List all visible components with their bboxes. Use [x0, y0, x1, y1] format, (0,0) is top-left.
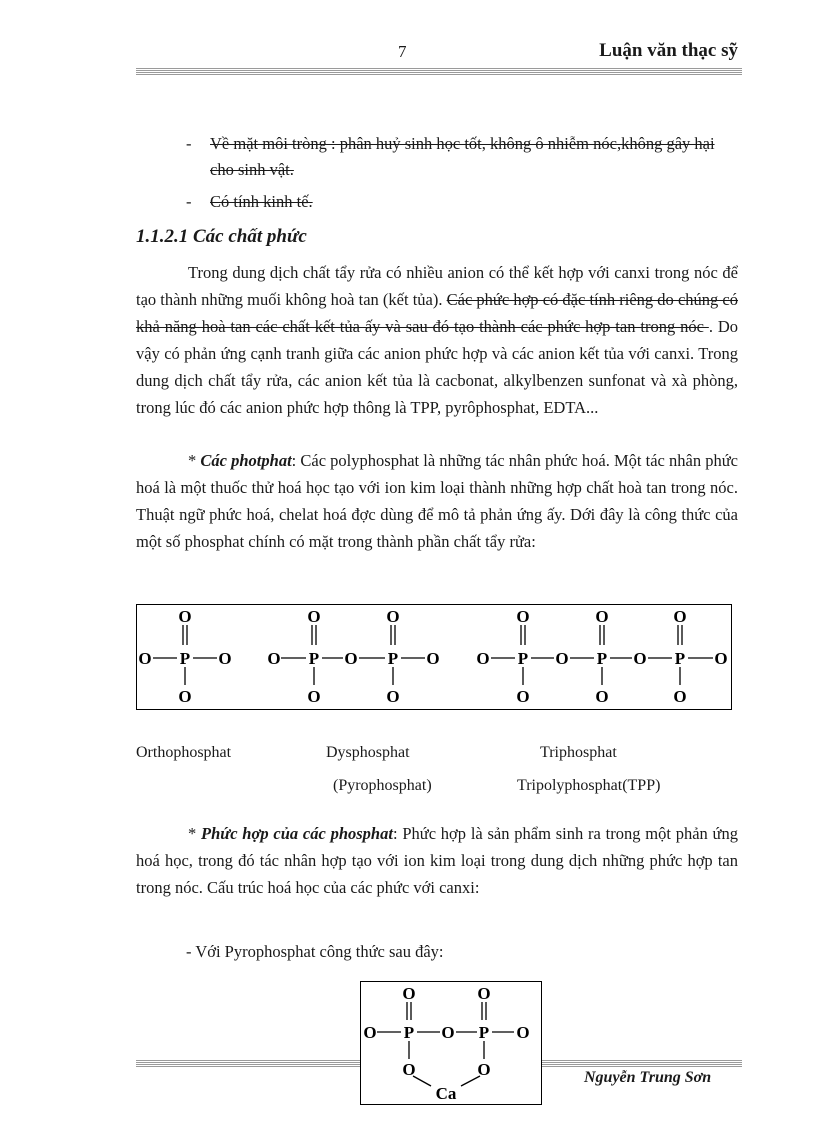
bullet-environment: Về mặt môi tròng : phân huỷ sinh học tốt, không ô nhiễm nóc,không gây hại cho sinh vật. — [210, 134, 715, 179]
atom-o: O — [555, 649, 569, 668]
bullet-marker: - — [186, 192, 192, 211]
atom-o: O — [633, 649, 647, 668]
atom-o: O — [344, 649, 358, 668]
atom-ca: Ca — [435, 1084, 457, 1103]
atom-o: O — [386, 607, 400, 626]
atom-o: O — [595, 607, 609, 626]
atom-o: O — [714, 649, 728, 668]
pyrophosphat-intro: - Với Pyrophosphat công thức sau đây: — [186, 942, 444, 961]
caption-pyrophosphat: (Pyrophosphat) — [333, 777, 432, 794]
atom-o: O — [307, 607, 321, 626]
atom-p: P — [596, 649, 608, 668]
atom-o: O — [218, 649, 232, 668]
footer-author: Nguyễn Trung Sơn — [584, 1069, 712, 1086]
atom-o: O — [138, 649, 152, 668]
calcium-pyrophosphat-structure — [361, 982, 541, 1104]
phosphate-structures-figure — [136, 604, 732, 710]
phosphate-structures — [137, 605, 731, 709]
atom-o: O — [178, 607, 192, 626]
atom-o: O — [516, 1023, 530, 1042]
atom-o: O — [477, 1060, 491, 1079]
caption-dysphosphat: Dysphosphat — [326, 744, 410, 761]
atom-p: P — [478, 1023, 490, 1042]
atom-p: P — [179, 649, 191, 668]
atom-p: P — [308, 649, 320, 668]
atom-p: P — [517, 649, 529, 668]
bullet-marker: - — [186, 134, 192, 153]
atom-o: O — [595, 687, 609, 706]
document-title: Luận văn thạc sỹ — [599, 40, 738, 61]
atom-p: P — [387, 649, 399, 668]
bullet-economy: Có tính kinh tế. — [210, 192, 313, 211]
paragraph-text: . Do vậy có phản ứng cạnh tranh giữa các anion phức hợp và các anion kết tủa với canxi. Trong dung dịch chất tẩy rửa, các anion kết tủa là cacbonat, alkylbenzen sunfonat và xà phòng, trong lúc đó các anion phức hợp thông là TPP, pyrôphosphat, EDTA... — [136, 317, 738, 417]
calcium-pyrophosphat-figure — [360, 981, 542, 1105]
paragraph-text: : Các polyphosphat là những tác nhân phức hoá. Một tác nhân phức hoá là một thuốc thử hoá học tạo với ion kim loại thành những hợp chất hoà tan trong nóc. Thuật ngữ phức hoá, chelat hoá đợc dùng để mô tả phản ứng ấy. Dới đây là công thức của một số phosphat chính có mặt trong thành phần chất tẩy rửa: — [136, 451, 738, 551]
term-phosphates: Các photphat — [200, 451, 292, 470]
caption-tpp: Tripolyphosphat(TPP) — [517, 777, 661, 794]
atom-o: O — [267, 649, 281, 668]
atom-o: O — [178, 687, 192, 706]
atom-o: O — [363, 1023, 377, 1042]
atom-o: O — [673, 607, 687, 626]
section-heading: 1.1.2.1 Các chất phức — [136, 226, 307, 247]
bond-lines — [377, 1002, 514, 1086]
bullet-star: * — [188, 824, 202, 843]
paragraph-phosphates — [136, 447, 738, 555]
bullet-star: * — [188, 451, 201, 470]
atom-o: O — [477, 984, 491, 1003]
atom-p: P — [674, 649, 686, 668]
atom-p: P — [403, 1023, 415, 1042]
paragraph-phosphate-complexes — [136, 820, 738, 901]
atom-o: O — [426, 649, 440, 668]
term-phosphate-complexes: Phức hợp của các phosphat — [201, 824, 393, 843]
paragraph-text: Trong dung dịch chất tẩy rửa có nhiều anion có thể kết hợp với canxi trong nóc để tạo thành những muối không hoà tan (kết tủa). — [136, 263, 738, 309]
atom-o: O — [516, 687, 530, 706]
atom-o: O — [402, 984, 416, 1003]
header-rule — [136, 68, 742, 76]
atom-o: O — [476, 649, 490, 668]
struck-text: Các phức hợp có đặc tính riêng do chúng có khả năng hoà tan các chất kết tủa ấy và sau đó tạo thành các phức hợp tan trong nóc — [136, 290, 738, 336]
atom-o: O — [441, 1023, 455, 1042]
paragraph-complexes — [136, 259, 738, 421]
page-number: 7 — [398, 42, 407, 61]
atom-o: O — [386, 687, 400, 706]
caption-triphosphat: Triphosphat — [540, 744, 617, 761]
atom-o: O — [673, 687, 687, 706]
paragraph-text: : Phức hợp là sản phẩm sinh ra trong một phản ứng hoá học, trong đó tác nhân hợp tạo với ion kim loại trong dung dịch những phức hợp tan trong nóc. Cấu trúc hoá học của các phức với canxi: — [136, 824, 739, 897]
atom-o: O — [402, 1060, 416, 1079]
atom-o: O — [516, 607, 530, 626]
atom-o: O — [307, 687, 321, 706]
caption-orthophosphat: Orthophosphat — [136, 744, 232, 761]
